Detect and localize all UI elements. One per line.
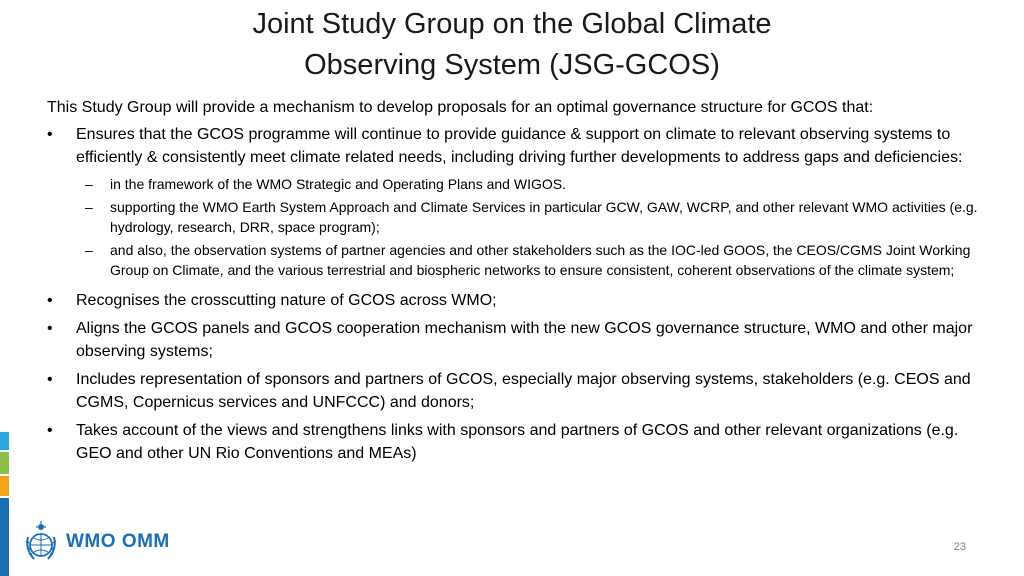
accent-bar-dark-blue bbox=[0, 498, 9, 576]
sub-bullet-text: and also, the observation systems of partner agencies and other stakeholders such as the IOC-led GOOS, the CEOS/CGMS Joint Working Group on Climate, and the various terrestrial and biospheric networks to ensure consistent, coherent observations of the climate system; bbox=[110, 241, 971, 278]
bullet-text: Takes account of the views and strengthens links with sponsors and partners of GCOS and other relevant organizations (e.g. GEO and other UN Rio Conventions and MEAs) bbox=[76, 421, 959, 462]
sub-bullet-text: in the framework of the WMO Strategic and Operating Plans and WIGOS. bbox=[110, 176, 566, 192]
wmo-logo bbox=[22, 519, 170, 565]
accent-bar-green bbox=[0, 452, 9, 474]
sub-bullet-item bbox=[47, 174, 992, 195]
sub-bullet-text: supporting the WMO Earth System Approach and Climate Services in particular GCW, GAW, WCRP, and other relevant WMO activities (e.g. hydrology, research, DRR, space program); bbox=[110, 198, 978, 235]
bullet-marker: • bbox=[47, 421, 53, 439]
bullet-text: Aligns the GCOS panels and GCOS cooperation mechanism with the new GCOS governance structure, WMO and other major observing systems; bbox=[76, 319, 973, 360]
slide-title bbox=[0, 4, 1024, 86]
bullet-text: Recognises the crosscutting nature of GCOS across WMO; bbox=[76, 291, 497, 309]
sub-bullet-item bbox=[47, 240, 992, 281]
bullet-marker: • bbox=[47, 291, 53, 309]
bullet-item bbox=[47, 289, 992, 312]
dash-marker: – bbox=[85, 176, 93, 192]
bullet-item bbox=[47, 368, 992, 414]
accent-bar-blue bbox=[0, 432, 9, 450]
page-number: 23 bbox=[953, 541, 966, 553]
logo-text: WMO OMM bbox=[66, 531, 170, 552]
dash-marker: – bbox=[85, 198, 93, 215]
accent-bar-orange bbox=[0, 476, 9, 496]
bullet-item bbox=[47, 123, 992, 169]
slide-title-line-1: Joint Study Group on the Global Climate bbox=[252, 8, 772, 40]
intro-text: This Study Group will provide a mechanism to develop proposals for an optimal governance structure for GCOS that: bbox=[47, 99, 874, 116]
bullet-text: Includes representation of sponsors and partners of GCOS, especially major observing systems, stakeholders (e.g. CEOS and CGMS, Copernicus services and UNFCCC) and donors; bbox=[76, 370, 971, 411]
bullet-marker: • bbox=[47, 370, 53, 388]
slide-title-line-2: Observing System (JSG-GCOS) bbox=[304, 49, 720, 81]
bullet-item bbox=[47, 419, 992, 465]
wmo-emblem-icon bbox=[22, 519, 60, 565]
bullet-text: Ensures that the GCOS programme will continue to provide guidance & support on climate to relevant observing systems to efficiently & consistently meet climate related needs, including driving further developments to address gaps and deficiencies: bbox=[76, 126, 963, 166]
sub-bullet-item bbox=[47, 197, 992, 238]
dash-marker: – bbox=[85, 241, 93, 258]
bullet-item bbox=[47, 317, 992, 363]
bullet-marker: • bbox=[47, 319, 53, 337]
sub-bullet-list bbox=[47, 174, 992, 281]
slide-body bbox=[47, 96, 992, 470]
bullet-marker: • bbox=[47, 126, 53, 143]
